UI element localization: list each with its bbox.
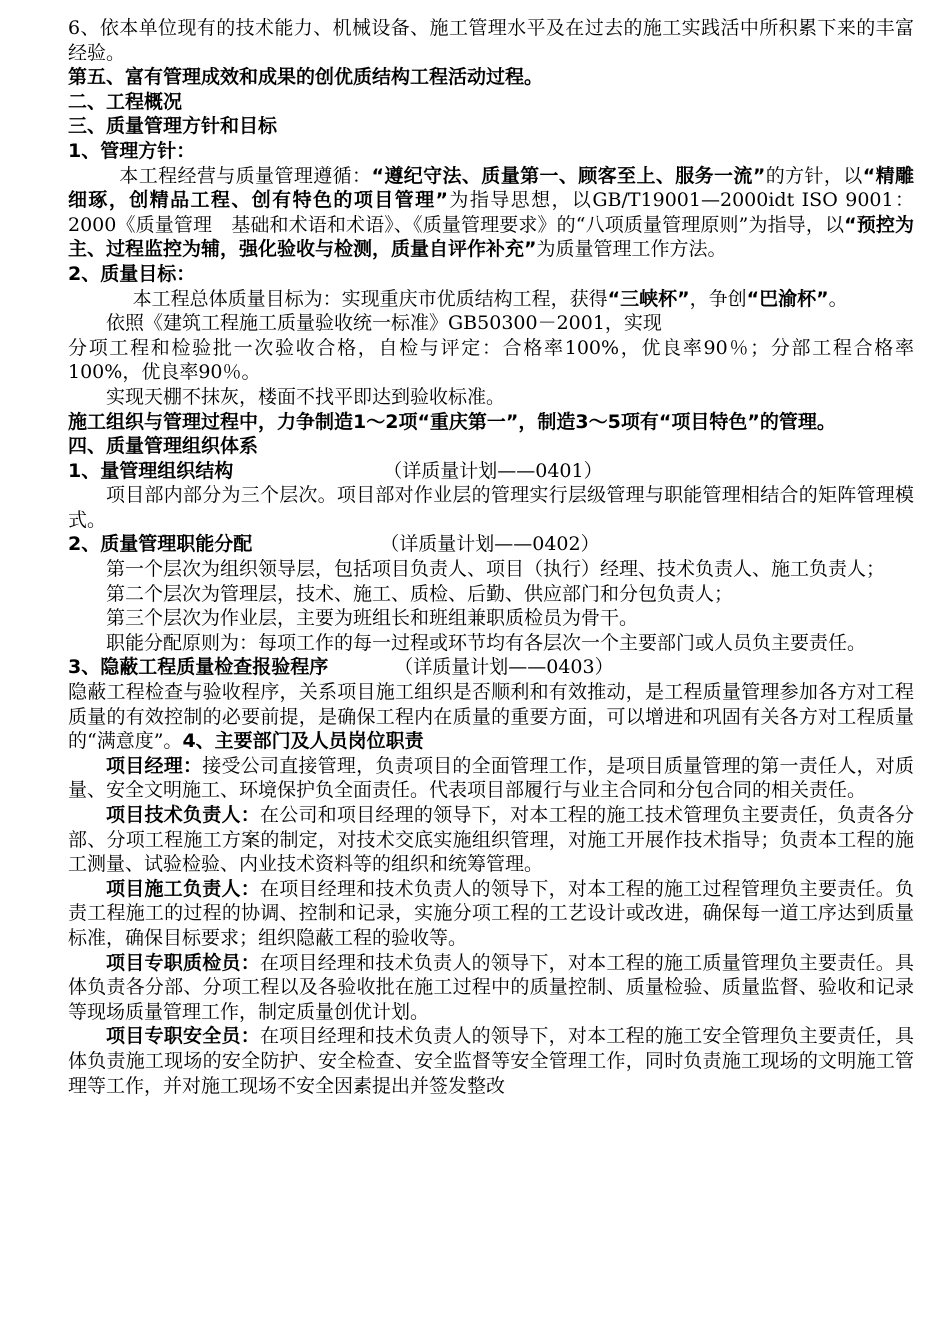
paragraph-three-levels: 项目部内部分为三个层次。项目部对作业层的管理实行层级管理与职能管理相结合的矩阵管理模式。 <box>68 484 914 531</box>
text-run: 在公司和项目经理的领导下，对本工程的施工技术管理负主要责任，负责各分部、分项工程施工方案的制定，对技术交底实施组织管理，对施工开展作技术指导；负责本工程的施工测量、试验检验、内业技术资料等的组织和统筹管理。 <box>68 804 914 876</box>
paragraph-quality-inspector <box>68 951 914 1025</box>
paragraph-allocation-principle: 职能分配原则为：每项工作的每一过程或环节均有各层次一个主要部门或人员负主要责任。 <box>106 631 867 654</box>
heading-text: 3、隐蔽工程质量检查报验程序 <box>68 656 329 679</box>
paragraph-overall-target <box>68 287 914 312</box>
heading-section-five: 第五、富有管理成效和成果的创优质结构工程活动过程。 <box>68 66 544 89</box>
text-run: 在项目经理和技术负责人的领导下，对本工程的施工过程管理负主要责任。负责工程施工的过程的协调、控制和记录，实施分项工程的工艺设计或改进，确保每一道工序达到质量标准，确保目标要求；组织隐蔽工程的验收等。 <box>68 877 914 949</box>
paragraph-chongqing-first: 施工组织与管理过程中，力争制造1～2项“重庆第一”，制造3～5项有“项目特色”的管理。 <box>68 410 836 433</box>
paragraph-concealed-works <box>68 680 914 754</box>
heading-quality-target: 2、质量目标： <box>68 262 196 285</box>
paragraph-level-two: 第二个层次为管理层，技术、施工、质检、后勤、供应部门和分包负责人； <box>106 582 734 605</box>
text-run: 。 <box>828 287 848 310</box>
heading-text: 2、质量管理职能分配 <box>68 533 253 556</box>
paragraph-level-one: 第一个层次为组织领导层，包括项目负责人、项目（执行）经理、技术负责人、施工负责人； <box>106 558 886 581</box>
paragraph-experience: 6、依本单位现有的技术能力、机械设备、施工管理水平及在过去的施工实践活中所积累下来的丰富经验。 <box>68 17 914 64</box>
text-run: 在项目经理和技术负责人的领导下，对本工程的施工质量管理负主要责任。具体负责各分部、分项工程以及各验收批在施工过程中的质量控制、质量检验、质量监督、验收和记录等现场质量管理工作，制定质量创优计划。 <box>68 951 914 1023</box>
role-title: 项目经理： <box>106 754 203 777</box>
paragraph-pass-rates: 分项工程和检验批一次验收合格，自检与评定：合格率100%，优良率90％；分部工程合格率100%，优良率90％。 <box>68 336 914 384</box>
heading-org-structure <box>68 459 914 484</box>
text-run: 本工程经营与质量管理遵循： <box>119 164 372 187</box>
heading-concealed-works <box>68 655 914 680</box>
heading-org-system: 四、质量管理组织体系 <box>68 435 259 458</box>
heading-quality-policy-goals: 三、质量管理方针和目标 <box>68 115 278 138</box>
role-title: 项目专职质检员： <box>106 951 260 974</box>
text-run: 在项目经理和技术负责人的领导下，对本工程的施工安全管理负主要责任，具体负责施工现场的安全防护、安全检查、安全监督等安全管理工作，同时负责施工现场的文明施工管理等工作，并对施工现场不安全因素提出并签发整改 <box>68 1025 914 1097</box>
bold-run: “巴渝杯” <box>746 287 829 310</box>
bold-run: “遵纪守法、质量第一、顾客至上、服务一流” <box>371 164 766 187</box>
plan-reference: （详质量计划——0401） <box>383 459 603 482</box>
paragraph-technical-lead <box>68 803 914 877</box>
text-run: 隐蔽工程检查与验收程序，关系项目施工组织是否顺利和有效推动，是工程质量管理参加各方对工程质量的有效控制的必要前提，是确保工程内在质量的重要方面，可以增进和巩固有关各方对工程质量的“满意度”。 <box>68 681 914 753</box>
paragraph-project-manager <box>68 754 914 803</box>
text-run: 的方针，以 <box>765 164 863 187</box>
paragraph-ceiling-floor: 实现天棚不抹灰，楼面不找平即达到验收标准。 <box>106 385 506 408</box>
text-run: 本工程总体质量目标为：实现重庆市优质结构工程，获得 <box>132 287 608 310</box>
text-run: 为质量管理工作方法。 <box>536 238 727 261</box>
role-title: 项目技术负责人： <box>106 804 260 826</box>
paragraph-standard-reference: 依照《建筑工程施工质量验收统一标准》GB50300－2001，实现 <box>106 312 662 335</box>
text-run: 接受公司直接管理，负责项目的全面管理工作，是项目质量管理的第一责任人，对质量、安全文明施工、环境保护负全面责任。代表项目部履行与业主合同和分包合同的相关责任。 <box>68 754 914 802</box>
heading-roles-duties: 4、主要部门及人员岗位职责 <box>182 730 424 753</box>
role-title: 项目施工负责人： <box>106 877 260 900</box>
text-run: 为指导思想，以GB/T19001—2000idt ISO 9001：2000《质量管理 基础和术语和术语》、《质量管理要求》的“八项质量管理原则”为指导，以 <box>68 189 914 236</box>
bold-run: “三峡杯” <box>607 287 690 310</box>
paragraph-safety-officer <box>68 1024 914 1098</box>
plan-reference: （详质量计划——0403） <box>394 656 614 679</box>
paragraph-construction-lead <box>68 877 914 951</box>
heading-project-overview: 二、工程概况 <box>68 90 183 113</box>
heading-management-policy: 1、管理方针： <box>68 139 196 162</box>
bold-run: “预控为主、过程监控为辅，强化验收与检测，质量自评作补充” <box>68 213 914 261</box>
text-run: ，争创 <box>689 287 747 310</box>
plan-reference: （详质量计划——0402） <box>380 533 600 556</box>
role-title: 项目专职安全员： <box>106 1025 260 1048</box>
heading-text: 1、量管理组织结构 <box>68 459 234 482</box>
paragraph-management-policy <box>68 164 914 262</box>
heading-function-allocation <box>68 532 914 557</box>
paragraph-level-three: 第三个层次为作业层，主要为班组长和班组兼职质检员为骨干。 <box>106 607 639 630</box>
bold-run: “精雕细琢，创精品工程、创有特色的项目管理” <box>68 164 914 212</box>
